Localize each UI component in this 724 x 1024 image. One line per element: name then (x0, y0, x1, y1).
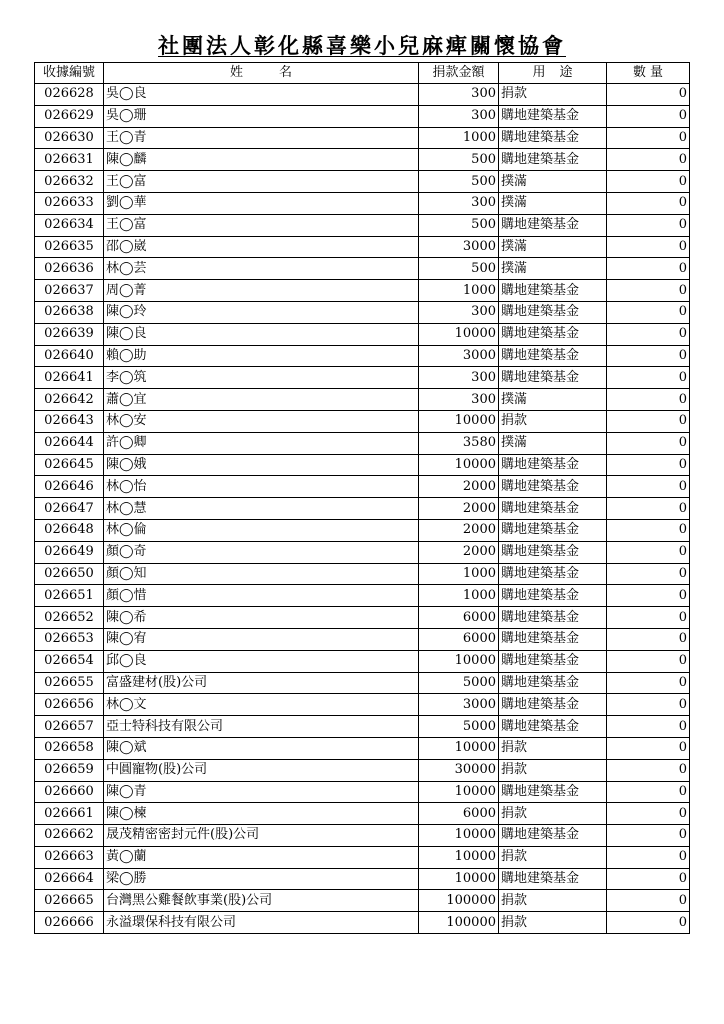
amount-cell: 500 (419, 258, 499, 280)
table-row (35, 672, 690, 694)
purpose-cell: 購地建築基金 (499, 585, 607, 607)
donor-name-cell: 陳◯良 (104, 323, 419, 345)
donor-name-cell: 顏◯奇 (104, 541, 419, 563)
table-row (35, 410, 690, 432)
purpose-cell: 購地建築基金 (499, 214, 607, 236)
amount-cell: 10000 (419, 323, 499, 345)
receipt-no-cell: 026638 (35, 301, 104, 323)
table-row (35, 846, 690, 868)
quantity-cell: 0 (607, 127, 690, 149)
quantity-cell: 0 (607, 301, 690, 323)
receipt-no-cell: 026653 (35, 628, 104, 650)
table-row (35, 258, 690, 280)
receipt-no-cell: 026639 (35, 323, 104, 345)
amount-cell: 500 (419, 214, 499, 236)
purpose-cell: 撲滿 (499, 258, 607, 280)
amount-cell: 10000 (419, 781, 499, 803)
purpose-cell: 捐款 (499, 846, 607, 868)
receipt-no-cell: 026660 (35, 781, 104, 803)
quantity-cell: 0 (607, 105, 690, 127)
donor-name-cell: 林◯芸 (104, 258, 419, 280)
table-row (35, 868, 690, 890)
amount-cell: 10000 (419, 846, 499, 868)
receipt-no-cell: 026643 (35, 410, 104, 432)
quantity-cell: 0 (607, 607, 690, 629)
header-amount: 捐款金額 (419, 63, 499, 84)
amount-cell: 300 (419, 301, 499, 323)
purpose-cell: 購地建築基金 (499, 868, 607, 890)
donor-name-cell: 台灣黑公雞餐飲事業(股)公司 (104, 890, 419, 912)
receipt-no-cell: 026663 (35, 846, 104, 868)
quantity-cell: 0 (607, 84, 690, 106)
donor-name-cell: 陳◯娥 (104, 454, 419, 476)
purpose-cell: 購地建築基金 (499, 628, 607, 650)
amount-cell: 300 (419, 389, 499, 411)
donor-name-cell: 林◯安 (104, 410, 419, 432)
receipt-no-cell: 026628 (35, 84, 104, 106)
quantity-cell: 0 (607, 171, 690, 193)
table-row (35, 236, 690, 258)
donor-name-cell: 陳◯玲 (104, 301, 419, 323)
amount-cell: 300 (419, 84, 499, 106)
receipt-no-cell: 026633 (35, 192, 104, 214)
table-body (35, 84, 690, 934)
table-row (35, 214, 690, 236)
receipt-no-cell: 026646 (35, 476, 104, 498)
table-row (35, 803, 690, 825)
purpose-cell: 購地建築基金 (499, 519, 607, 541)
purpose-cell: 撲滿 (499, 236, 607, 258)
purpose-cell: 購地建築基金 (499, 454, 607, 476)
amount-cell: 5000 (419, 672, 499, 694)
purpose-cell: 捐款 (499, 410, 607, 432)
amount-cell: 10000 (419, 737, 499, 759)
donor-name-cell: 晟茂精密密封元件(股)公司 (104, 825, 419, 847)
receipt-no-cell: 026655 (35, 672, 104, 694)
header-quantity: 數量 (607, 63, 690, 84)
amount-cell: 5000 (419, 716, 499, 738)
quantity-cell: 0 (607, 716, 690, 738)
donor-name-cell: 許◯卿 (104, 432, 419, 454)
amount-cell: 10000 (419, 650, 499, 672)
purpose-cell: 購地建築基金 (499, 105, 607, 127)
quantity-cell: 0 (607, 737, 690, 759)
receipt-no-cell: 026645 (35, 454, 104, 476)
quantity-cell: 0 (607, 476, 690, 498)
receipt-no-cell: 026661 (35, 803, 104, 825)
table-header-row (35, 63, 690, 84)
table-row (35, 84, 690, 106)
table-row (35, 650, 690, 672)
amount-cell: 300 (419, 367, 499, 389)
amount-cell: 10000 (419, 410, 499, 432)
donor-name-cell: 顏◯惜 (104, 585, 419, 607)
receipt-no-cell: 026641 (35, 367, 104, 389)
donor-name-cell: 亞士特科技有限公司 (104, 716, 419, 738)
table-row (35, 563, 690, 585)
quantity-cell: 0 (607, 149, 690, 171)
quantity-cell: 0 (607, 389, 690, 411)
table-row (35, 149, 690, 171)
quantity-cell: 0 (607, 759, 690, 781)
receipt-no-cell: 026662 (35, 825, 104, 847)
purpose-cell: 撲滿 (499, 432, 607, 454)
donor-name-cell: 陳◯希 (104, 607, 419, 629)
donor-name-cell: 陳◯楝 (104, 803, 419, 825)
amount-cell: 2000 (419, 498, 499, 520)
purpose-cell: 購地建築基金 (499, 345, 607, 367)
table-row (35, 912, 690, 934)
table-row (35, 759, 690, 781)
quantity-cell: 0 (607, 694, 690, 716)
amount-cell: 300 (419, 192, 499, 214)
amount-cell: 10000 (419, 825, 499, 847)
quantity-cell: 0 (607, 890, 690, 912)
amount-cell: 500 (419, 149, 499, 171)
receipt-no-cell: 026636 (35, 258, 104, 280)
amount-cell: 3000 (419, 694, 499, 716)
header-receipt-no: 收據編號 (35, 63, 104, 84)
amount-cell: 6000 (419, 628, 499, 650)
table-row (35, 454, 690, 476)
donor-name-cell: 陳◯宥 (104, 628, 419, 650)
table-row (35, 171, 690, 193)
table-row (35, 716, 690, 738)
receipt-no-cell: 026656 (35, 694, 104, 716)
table-row (35, 607, 690, 629)
amount-cell: 3000 (419, 236, 499, 258)
purpose-cell: 撲滿 (499, 192, 607, 214)
amount-cell: 100000 (419, 890, 499, 912)
amount-cell: 1000 (419, 280, 499, 302)
receipt-no-cell: 026631 (35, 149, 104, 171)
purpose-cell: 捐款 (499, 890, 607, 912)
quantity-cell: 0 (607, 410, 690, 432)
amount-cell: 500 (419, 171, 499, 193)
amount-cell: 300 (419, 105, 499, 127)
purpose-cell: 捐款 (499, 759, 607, 781)
receipt-no-cell: 026637 (35, 280, 104, 302)
receipt-no-cell: 026644 (35, 432, 104, 454)
receipt-no-cell: 026647 (35, 498, 104, 520)
table-row (35, 476, 690, 498)
header-name: 姓名 (104, 63, 419, 84)
donor-name-cell: 陳◯麟 (104, 149, 419, 171)
donor-name-cell: 陳◯斌 (104, 737, 419, 759)
receipt-no-cell: 026648 (35, 519, 104, 541)
table-row (35, 737, 690, 759)
header-purpose: 用途 (499, 63, 607, 84)
donor-name-cell: 邵◯崴 (104, 236, 419, 258)
table-row (35, 301, 690, 323)
quantity-cell: 0 (607, 345, 690, 367)
table-row (35, 345, 690, 367)
donor-name-cell: 劉◯華 (104, 192, 419, 214)
purpose-cell: 撲滿 (499, 171, 607, 193)
donor-name-cell: 顏◯知 (104, 563, 419, 585)
receipt-no-cell: 026654 (35, 650, 104, 672)
donation-table (34, 62, 690, 934)
quantity-cell: 0 (607, 258, 690, 280)
amount-cell: 1000 (419, 563, 499, 585)
amount-cell: 6000 (419, 803, 499, 825)
receipt-no-cell: 026640 (35, 345, 104, 367)
receipt-no-cell: 026651 (35, 585, 104, 607)
receipt-no-cell: 026649 (35, 541, 104, 563)
amount-cell: 10000 (419, 454, 499, 476)
amount-cell: 3580 (419, 432, 499, 454)
purpose-cell: 購地建築基金 (499, 541, 607, 563)
receipt-no-cell: 026650 (35, 563, 104, 585)
donor-name-cell: 中圓寵物(股)公司 (104, 759, 419, 781)
purpose-cell: 捐款 (499, 737, 607, 759)
amount-cell: 1000 (419, 127, 499, 149)
donor-name-cell: 王◯富 (104, 171, 419, 193)
quantity-cell: 0 (607, 454, 690, 476)
table-row (35, 323, 690, 345)
amount-cell: 100000 (419, 912, 499, 934)
donor-name-cell: 黃◯蘭 (104, 846, 419, 868)
table-row (35, 781, 690, 803)
table-row (35, 890, 690, 912)
receipt-no-cell: 026630 (35, 127, 104, 149)
purpose-cell: 購地建築基金 (499, 825, 607, 847)
table-row (35, 519, 690, 541)
donor-name-cell: 賴◯助 (104, 345, 419, 367)
donor-name-cell: 吳◯良 (104, 84, 419, 106)
purpose-cell: 購地建築基金 (499, 149, 607, 171)
receipt-no-cell: 026657 (35, 716, 104, 738)
amount-cell: 1000 (419, 585, 499, 607)
purpose-cell: 購地建築基金 (499, 607, 607, 629)
receipt-no-cell: 026634 (35, 214, 104, 236)
receipt-no-cell: 026658 (35, 737, 104, 759)
donor-name-cell: 王◯青 (104, 127, 419, 149)
amount-cell: 6000 (419, 607, 499, 629)
quantity-cell: 0 (607, 563, 690, 585)
quantity-cell: 0 (607, 803, 690, 825)
quantity-cell: 0 (607, 214, 690, 236)
purpose-cell: 捐款 (499, 803, 607, 825)
table-row (35, 105, 690, 127)
quantity-cell: 0 (607, 541, 690, 563)
donor-name-cell: 蕭◯宜 (104, 389, 419, 411)
receipt-no-cell: 026635 (35, 236, 104, 258)
receipt-no-cell: 026665 (35, 890, 104, 912)
receipt-no-cell: 026659 (35, 759, 104, 781)
purpose-cell: 購地建築基金 (499, 367, 607, 389)
receipt-no-cell: 026664 (35, 868, 104, 890)
purpose-cell: 購地建築基金 (499, 716, 607, 738)
table-row (35, 628, 690, 650)
purpose-cell: 購地建築基金 (499, 563, 607, 585)
donor-name-cell: 陳◯青 (104, 781, 419, 803)
receipt-no-cell: 026642 (35, 389, 104, 411)
quantity-cell: 0 (607, 868, 690, 890)
receipt-no-cell: 026632 (35, 171, 104, 193)
receipt-no-cell: 026652 (35, 607, 104, 629)
page-title: 社團法人彰化縣喜樂小兒麻痺關懷協會 (158, 33, 566, 58)
purpose-cell: 撲滿 (499, 389, 607, 411)
table-row (35, 694, 690, 716)
table-row (35, 192, 690, 214)
amount-cell: 2000 (419, 541, 499, 563)
purpose-cell: 捐款 (499, 84, 607, 106)
donor-name-cell: 富盛建材(股)公司 (104, 672, 419, 694)
quantity-cell: 0 (607, 280, 690, 302)
purpose-cell: 購地建築基金 (499, 672, 607, 694)
purpose-cell: 購地建築基金 (499, 127, 607, 149)
donor-name-cell: 林◯怡 (104, 476, 419, 498)
quantity-cell: 0 (607, 432, 690, 454)
quantity-cell: 0 (607, 912, 690, 934)
table-row (35, 585, 690, 607)
quantity-cell: 0 (607, 367, 690, 389)
quantity-cell: 0 (607, 628, 690, 650)
table-row (35, 389, 690, 411)
quantity-cell: 0 (607, 781, 690, 803)
donor-name-cell: 林◯倫 (104, 519, 419, 541)
table-row (35, 498, 690, 520)
receipt-no-cell: 026666 (35, 912, 104, 934)
purpose-cell: 購地建築基金 (499, 650, 607, 672)
quantity-cell: 0 (607, 846, 690, 868)
table-row (35, 367, 690, 389)
donor-name-cell: 邱◯良 (104, 650, 419, 672)
quantity-cell: 0 (607, 519, 690, 541)
amount-cell: 10000 (419, 868, 499, 890)
donor-name-cell: 永溢環保科技有限公司 (104, 912, 419, 934)
donor-name-cell: 吳◯珊 (104, 105, 419, 127)
quantity-cell: 0 (607, 498, 690, 520)
table-row (35, 127, 690, 149)
purpose-cell: 購地建築基金 (499, 781, 607, 803)
amount-cell: 2000 (419, 476, 499, 498)
donor-name-cell: 周◯菁 (104, 280, 419, 302)
purpose-cell: 捐款 (499, 912, 607, 934)
purpose-cell: 購地建築基金 (499, 280, 607, 302)
donor-name-cell: 林◯慧 (104, 498, 419, 520)
purpose-cell: 購地建築基金 (499, 498, 607, 520)
quantity-cell: 0 (607, 825, 690, 847)
donor-name-cell: 李◯筑 (104, 367, 419, 389)
amount-cell: 30000 (419, 759, 499, 781)
quantity-cell: 0 (607, 323, 690, 345)
purpose-cell: 購地建築基金 (499, 476, 607, 498)
donor-name-cell: 梁◯勝 (104, 868, 419, 890)
quantity-cell: 0 (607, 585, 690, 607)
quantity-cell: 0 (607, 192, 690, 214)
amount-cell: 3000 (419, 345, 499, 367)
quantity-cell: 0 (607, 236, 690, 258)
amount-cell: 2000 (419, 519, 499, 541)
purpose-cell: 購地建築基金 (499, 301, 607, 323)
purpose-cell: 購地建築基金 (499, 694, 607, 716)
table-row (35, 432, 690, 454)
receipt-no-cell: 026629 (35, 105, 104, 127)
quantity-cell: 0 (607, 650, 690, 672)
donor-name-cell: 王◯富 (104, 214, 419, 236)
table-row (35, 825, 690, 847)
donor-name-cell: 林◯文 (104, 694, 419, 716)
purpose-cell: 購地建築基金 (499, 323, 607, 345)
table-row (35, 541, 690, 563)
quantity-cell: 0 (607, 672, 690, 694)
table-row (35, 280, 690, 302)
